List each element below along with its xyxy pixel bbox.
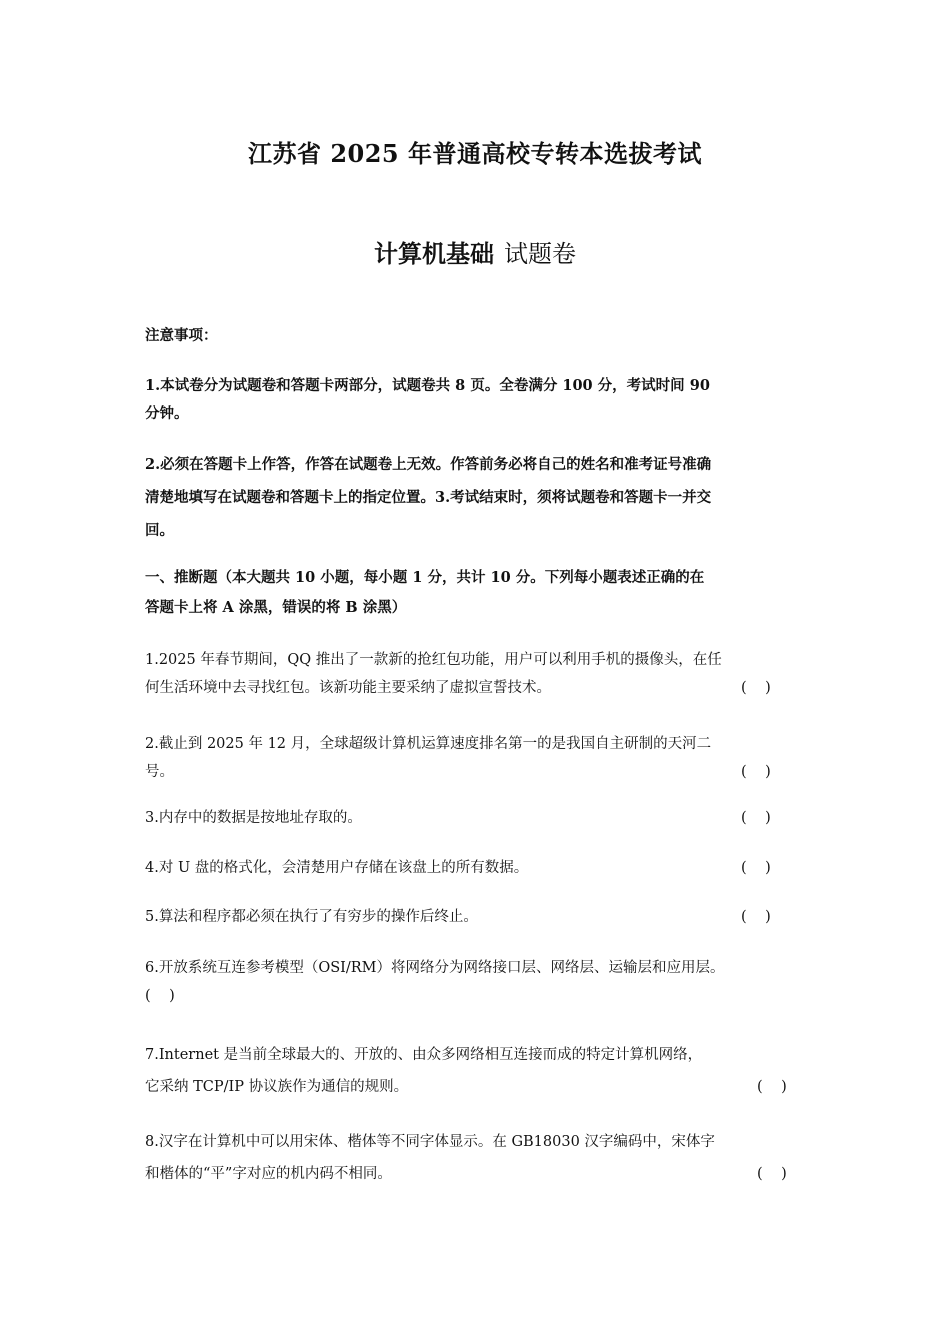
exam-title: 江苏省 2025 年普通高校专转本选拔考试 — [247, 139, 702, 168]
notice-item-1-line-1: 1.本试卷分为试题卷和答题卡两部分，试题卷共 8 页。全卷满分 100 分，考试时间 90 — [145, 377, 710, 394]
question-1-line-1: 1.2025 年春节期间，QQ 推出了一款新的抢红包功能，用户可以利用手机的摄像头，在任 — [145, 652, 722, 668]
section-1-line-1: 一、推断题（本大题共 10 小题，每小题 1 分，共计 10 分。下列每小题表述正确的在 — [145, 569, 705, 586]
question-8-text: 和楷体的“平”字对应的机内码不相同。 — [145, 1166, 392, 1182]
question-3 — [145, 804, 805, 832]
question-5 — [145, 903, 805, 931]
question-1-text: 何生活环境中去寻找红包。该新功能主要采纳了虚拟宣誓技术。 — [145, 680, 551, 696]
notice-heading: 注意事项： — [145, 327, 218, 344]
question-4 — [145, 854, 805, 882]
subject-name: 计算机基础 — [374, 239, 494, 268]
question-2-line-2 — [145, 758, 805, 786]
section-1-line-2: 答题卡上将 A 涂黑，错误的将 B 涂黑） — [145, 599, 407, 616]
exam-subtitle — [0, 234, 950, 269]
question-6 — [145, 954, 805, 1004]
question-7 — [145, 1039, 805, 1103]
question-8-line-1: 8.汉字在计算机中可以用宋体、楷体等不同字体显示。在 GB18030 汉字编码中，宋体字 — [145, 1134, 715, 1150]
notice-item-1 — [145, 372, 805, 428]
question-2 — [145, 730, 805, 786]
question-2-line-1: 2.截止到 2025 年 12 月，全球超级计算机运算速度排名第一的是我国自主研制的天河二 — [145, 736, 712, 752]
notice-item-2-line-2: 清楚地填写在试题卷和答题卡上的指定位置。3.考试结束时，须将试题卷和答题卡一并交 — [145, 489, 712, 506]
question-3-text: 3.内存中的数据是按地址存取的。 — [145, 810, 362, 826]
answer-blank-2: ( ) — [741, 764, 771, 780]
answer-blank-7: ( ) — [757, 1079, 787, 1095]
question-5-line-1 — [145, 903, 805, 931]
question-8-line-2 — [145, 1158, 805, 1190]
question-4-line-1 — [145, 854, 805, 882]
answer-blank-3: ( ) — [741, 810, 771, 826]
question-5-text: 5.算法和程序都必须在执行了有穷步的操作后终止。 — [145, 909, 478, 925]
question-1 — [145, 646, 805, 702]
notice-item-2 — [145, 448, 805, 547]
question-4-text: 4.对 U 盘的格式化，会清楚用户存储在该盘上的所有数据。 — [145, 860, 529, 876]
notice-item-2-line-3: 回。 — [145, 522, 174, 539]
answer-blank-4: ( ) — [741, 860, 771, 876]
question-3-line-1 — [145, 804, 805, 832]
notice-item-2-line-1: 2.必须在答题卡上作答，作答在试题卷上无效。作答前务必将自己的姓名和准考证号准确 — [145, 456, 712, 473]
question-1-line-2 — [145, 674, 805, 702]
question-7-text: 它采纳 TCP/IP 协议族作为通信的规则。 — [145, 1079, 409, 1095]
question-7-line-1: 7.Internet 是当前全球最大的、开放的、由众多网络相互连接而成的特定计算机网络， — [145, 1047, 703, 1063]
section-1-heading — [145, 563, 805, 623]
question-6-line-1: 6.开放系统互连参考模型（OSI/RM）将网络分为网络接口层、网络层、运输层和应用层。 — [145, 960, 725, 976]
answer-blank-8: ( ) — [757, 1166, 787, 1182]
answer-blank-6: ( ) — [145, 988, 175, 1004]
question-8 — [145, 1126, 805, 1190]
answer-blank-5: ( ) — [741, 909, 771, 925]
notice-item-1-line-2: 分钟。 — [145, 405, 189, 422]
answer-blank-1: ( ) — [741, 680, 771, 696]
question-7-line-2 — [145, 1071, 805, 1103]
question-2-text: 号。 — [145, 764, 174, 780]
paper-type: 试题卷 — [504, 240, 576, 268]
